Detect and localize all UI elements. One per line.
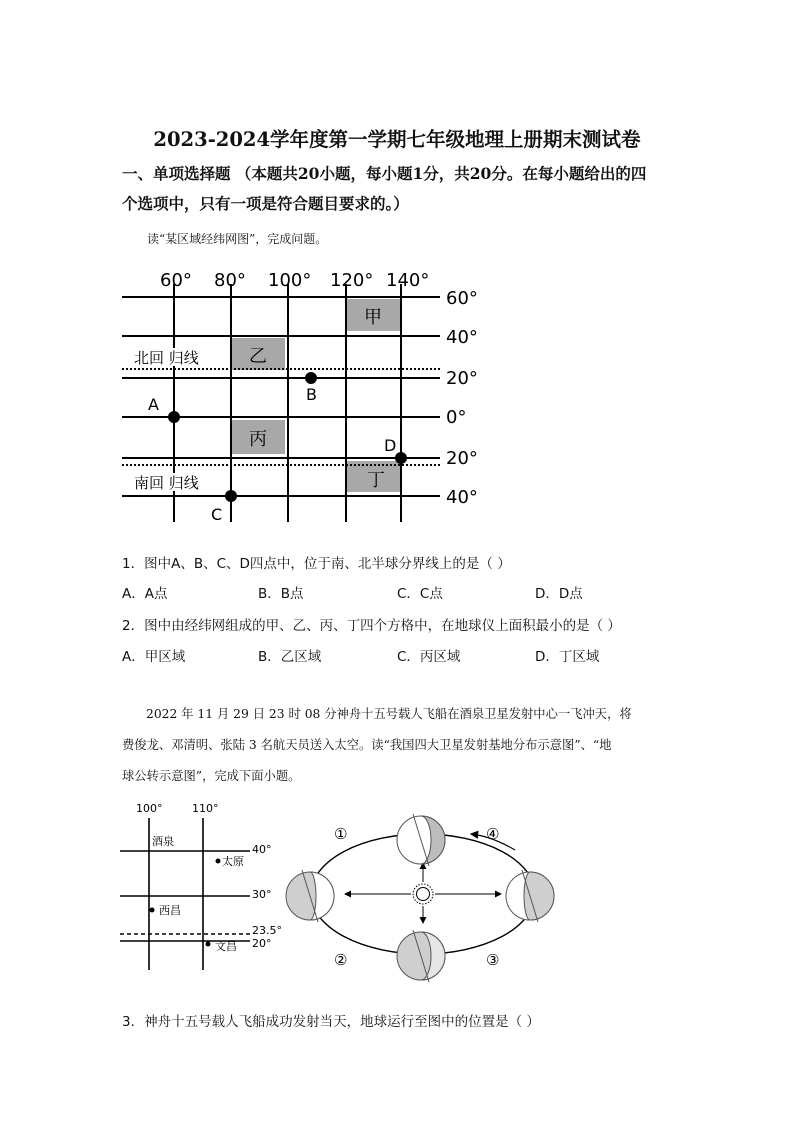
- point-b: [305, 372, 317, 384]
- site-taiyuan: 太原: [222, 855, 244, 868]
- page-title: 2023-2024学年度第一学期七年级地理上册期末测试卷: [153, 128, 641, 151]
- lon-label-120: 120°: [330, 270, 374, 291]
- earth-top: [397, 814, 445, 866]
- grid-map: [110, 262, 490, 527]
- context-para-line3: 球公转示意图”，完成下面小题。: [122, 769, 301, 783]
- question-3-stem: 3．神舟十五号载人飞船成功发射当天，地球运行至图中的位置是（ ）: [122, 1014, 540, 1030]
- q1-option-a: A．A点: [122, 586, 168, 602]
- section-heading-line1: 一、单项选择题 （本题共20小题，每小题1分，共20分。在每小题给出的四: [122, 164, 647, 183]
- q2-option-d: D．丁区域: [535, 649, 600, 665]
- site-wenchang: 文昌: [215, 940, 237, 953]
- point-d-label: D: [384, 436, 397, 455]
- point-a-label: A: [148, 395, 159, 414]
- point-b-label: B: [306, 385, 317, 404]
- launch-base-map: [112, 798, 287, 976]
- earth-left: [286, 870, 334, 922]
- lon-label-80: 80°: [214, 270, 246, 291]
- section-heading-line2: 个选项中，只有一项是符合题目要求的。）: [122, 194, 409, 213]
- lon-label-140: 140°: [386, 270, 430, 291]
- q1-option-d: D．D点: [535, 586, 583, 602]
- q2-option-c: C．丙区域: [397, 649, 461, 665]
- q1-option-b: B．B点: [258, 586, 304, 602]
- q2-option-b: B．乙区域: [258, 649, 322, 665]
- lon-label-60: 60°: [160, 270, 192, 291]
- tropic-south-label: 南回 归线: [134, 474, 199, 492]
- lat-label-60n: 60°: [446, 288, 478, 309]
- lat-label-40: 40°: [252, 843, 272, 856]
- earth-revolution-diagram: [283, 808, 568, 983]
- position-2-label: ②: [334, 951, 348, 969]
- position-3-label: ③: [486, 951, 500, 969]
- point-a: [168, 411, 180, 423]
- position-4-label: ④: [486, 825, 500, 843]
- site-jiuquan: 酒泉: [152, 835, 174, 848]
- lat-label-20: 20°: [252, 937, 272, 950]
- tropic-north-label: 北回 归线: [134, 349, 199, 367]
- context-para-line2: 费俊龙、邓清明、张陆 3 名航天员送入太空。读“我国四大卫星发射基地分布示意图”、“地: [122, 738, 612, 752]
- lat-label-20n: 20°: [446, 368, 478, 389]
- lat-label-0: 0°: [446, 407, 467, 428]
- site-xichang: 西昌: [159, 904, 181, 917]
- area-yi-label: 乙: [249, 346, 267, 367]
- area-ding-label: 丁: [367, 470, 385, 491]
- earth-bottom: [397, 930, 445, 982]
- question-1-stem: 1．图中A、B、C、D四点中，位于南、北半球分界线上的是（ ）: [122, 556, 511, 572]
- lat-label-23-5: 23.5°: [252, 924, 282, 937]
- q2-option-a: A．甲区域: [122, 649, 186, 665]
- lon-label-110: 110°: [192, 802, 219, 815]
- area-bing-label: 丙: [249, 429, 267, 450]
- position-1-label: ①: [334, 825, 348, 843]
- point-c-label: C: [211, 505, 223, 524]
- earth-right: [506, 870, 554, 922]
- point-d: [395, 452, 407, 464]
- lat-label-20s: 20°: [446, 448, 478, 469]
- lon-label-100: 100°: [268, 270, 312, 291]
- context-para-line1: 2022 年 11 月 29 日 23 时 08 分神舟十五号载人飞船在酒泉卫星发射中心一飞冲天，将: [146, 707, 632, 721]
- point-c: [225, 490, 237, 502]
- question-2-stem: 2．图中由经纬网组成的甲、乙、丙、丁四个方格中，在地球仪上面积最小的是（ ）: [122, 618, 621, 634]
- lat-label-30: 30°: [252, 888, 272, 901]
- q1-option-c: C．C点: [397, 586, 443, 602]
- intro-text-1: 读“某区域经纬网图”，完成问题。: [147, 232, 328, 246]
- lon-label-100: 100°: [136, 802, 163, 815]
- sun-icon: [413, 884, 433, 904]
- lat-label-40n: 40°: [446, 327, 478, 348]
- area-jia-label: 甲: [364, 307, 382, 328]
- lat-label-40s: 40°: [446, 487, 478, 508]
